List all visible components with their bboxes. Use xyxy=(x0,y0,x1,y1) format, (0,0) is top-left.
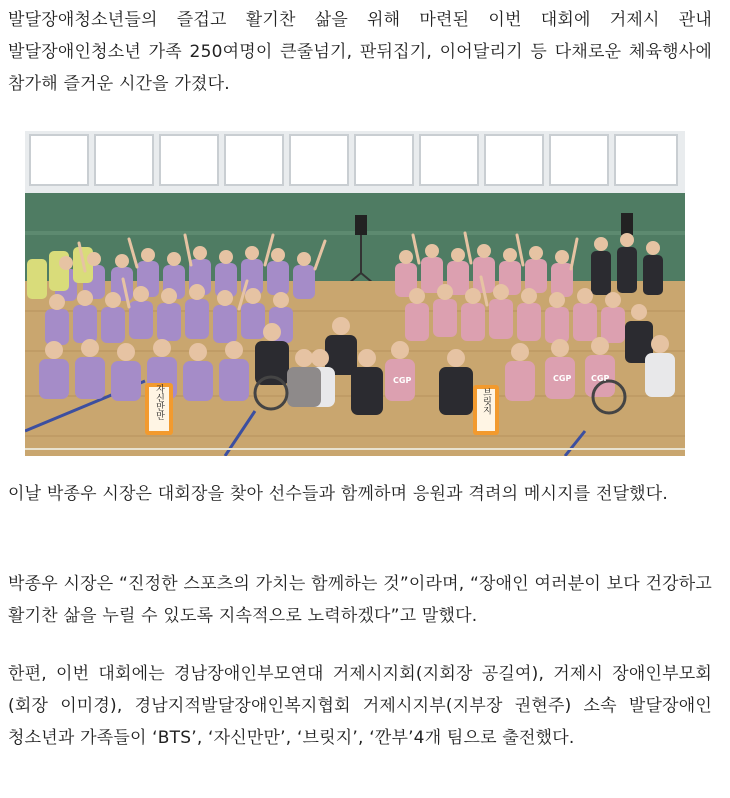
team-sign-right xyxy=(473,385,499,435)
event-group-photo xyxy=(25,131,685,456)
article-paragraph-mayor-visit: 이날 박종우 시장은 대회장을 찾아 선수들과 함께하며 응원과 격려의 메시지를 전달했다. xyxy=(8,484,669,504)
shirt-print-cgp: CGP xyxy=(553,374,572,383)
team-sign-left-label: 자신만만 xyxy=(154,384,164,420)
shirt-print-cgp: CGP xyxy=(591,374,610,383)
article-paragraph-intro: 발달장애청소년들의 즐겁고 활기찬 삶을 위해 마련된 이번 대회에 거제시 관내 발달장애인청소년 가족 250여명이 큰줄넘기, 판뒤집기, 이어달리기 등 다채로운 체육행사에 참가해 즐거운 시간을 가졌다. xyxy=(8,10,712,94)
shirt-print-cgp: CGP xyxy=(393,376,412,385)
team-sign-left xyxy=(145,383,173,435)
article-paragraph-mayor-quote: 박종우 시장은 “진정한 스포츠의 가치는 함께하는 것”이라며, “장애인 여러분이 보다 건강하고 활기찬 삶을 누릴 수 있도록 지속적으로 노력하겠다”고 말했다. xyxy=(8,574,712,626)
team-sign-right-label: 브릿지 xyxy=(481,387,491,415)
article-paragraph-teams: 한편, 이번 대회에는 경남장애인부모연대 거제시지회(지회장 공길여), 거제시 장애인부모회(회장 이미경), 경남지적발달장애인복지협회 거제시지부(지부장 권현주) 소속 발달장애인 청소년과 가족들이 ‘BTS’, ‘자신만만’, ‘브릿지’, ‘깐부’4개 팀으로 출전했다. xyxy=(8,664,712,748)
